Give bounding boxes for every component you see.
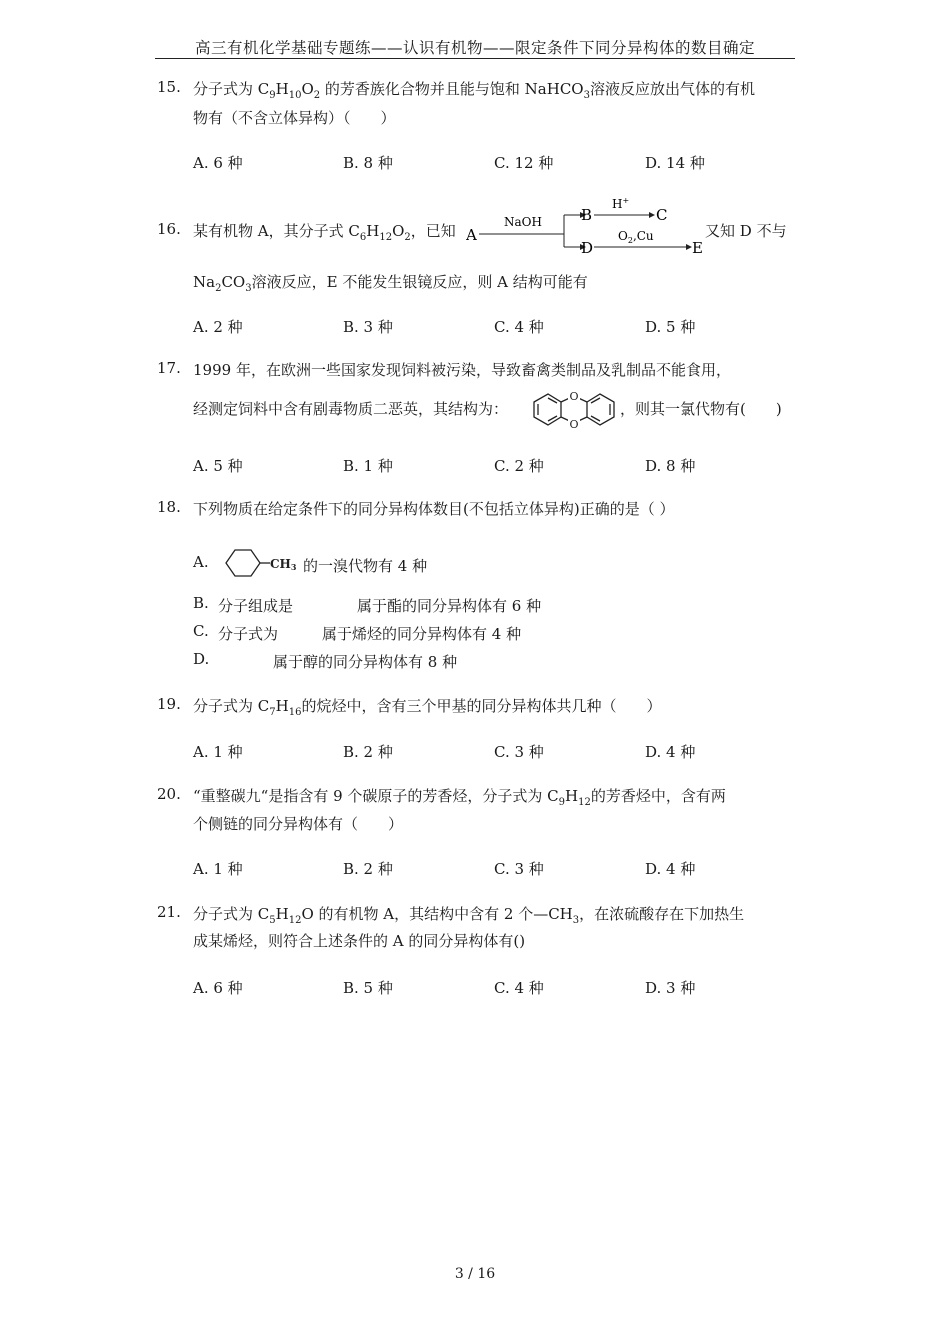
question-text-line: $Na_2CO_3$溶液反应，E 不能发生银镜反应，则 A 结构可能有: [193, 273, 588, 294]
option-d-text: 属于醇的同分异构体有 8 种: [273, 653, 458, 671]
question-text-line: 物有（不含立体异构）（ ）: [193, 109, 396, 127]
option-c-text-1: 分子式为: [218, 625, 279, 643]
option-b-label: B.: [193, 594, 209, 612]
methylcyclohexane-structure-icon: [218, 547, 298, 579]
scheme-h: H+: [612, 198, 630, 211]
question-number: 15.: [157, 78, 181, 96]
question-number: 18.: [157, 498, 181, 516]
scheme-a: A: [466, 226, 477, 244]
option-c: C. 3 种: [494, 743, 544, 761]
option-c: C. 2 种: [494, 457, 544, 475]
option-d: D. 4 种: [645, 743, 696, 761]
question-text-line: 分子式为 $C_9H_{10}O_2$ 的芳香族化合物并且能与饱和 NaHCO$_3$溶液反应放出气体的有机: [193, 80, 755, 101]
option-b: B. 1 种: [343, 457, 393, 475]
question-number: 19.: [157, 695, 181, 713]
scheme-c: C: [656, 206, 668, 224]
question-text-line: 经测定饲料中含有剧毒物质二恶英，其结构为：: [193, 400, 509, 418]
question-text-line: ，则其一氯代物有( ): [620, 400, 782, 418]
dioxin-structure-icon: [528, 388, 620, 432]
page-number: 3 / 16: [454, 1266, 496, 1282]
option-c: C. 4 种: [494, 979, 544, 997]
option-a: A. 1 种: [193, 743, 243, 761]
header-rule: [155, 58, 795, 59]
question-number: 21.: [157, 903, 181, 921]
option-a: A. 6 种: [193, 154, 243, 172]
option-b: B. 5 种: [343, 979, 393, 997]
question-number: 20.: [157, 785, 181, 803]
option-a-text: 的一溴代物有 4 种: [303, 557, 428, 575]
option-c-text-2: 属于烯烃的同分异构体有 4 种: [322, 625, 522, 643]
question-text-line: 个侧链的同分异构体有（ ）: [193, 815, 404, 833]
question-text-line: “重整碳九“是指含有 9 个碳原子的芳香烃，分子式为 $C_9H_{12}$的芳香烃中，含有两: [193, 787, 726, 808]
option-a: A. 5 种: [193, 457, 243, 475]
option-b-text-2: 属于酯的同分异构体有 6 种: [357, 597, 542, 615]
question-text-line: 某有机物 A，其分子式 $C_6H_{12}O_2$，已知: [193, 222, 456, 243]
svg-text:CH3: CH3: [270, 557, 297, 572]
option-b-text-1: 分子组成是: [218, 597, 294, 615]
scheme-naoh: NaOH: [504, 215, 542, 229]
svg-text:O: O: [569, 418, 579, 431]
option-b: B. 2 种: [343, 860, 393, 878]
question-text-line: 又知 D 不与: [705, 222, 787, 240]
option-b: B. 3 种: [343, 318, 393, 336]
scheme-d: D: [581, 239, 594, 257]
option-a: A. 2 种: [193, 318, 243, 336]
reaction-scheme: [466, 198, 706, 266]
option-d: D. 3 种: [645, 979, 696, 997]
question-text-line: 分子式为 $C_5H_{12}O$ 的有机物 A，其结构中含有 2 个$—CH_3$，在浓硫酸存在下加热生: [193, 905, 745, 926]
scheme-o2cu: $O_2,Cu$: [618, 229, 654, 245]
question-text-line: 下列物质在给定条件下的同分异构体数目(不包括立体异构)正确的是（ ）: [193, 500, 675, 518]
option-c: C. 3 种: [494, 860, 544, 878]
option-d: D. 14 种: [645, 154, 705, 172]
option-c: C. 12 种: [494, 154, 554, 172]
question-text-line: 1999 年，在欧洲一些国家发现饲料被污染，导致畜禽类制品及乳制品不能食用，: [193, 361, 731, 379]
option-d-label: D.: [193, 650, 210, 668]
option-a: A. 1 种: [193, 860, 243, 878]
option-a: A. 6 种: [193, 979, 243, 997]
page-header: 高三有机化学基础专题练——认识有机物——限定条件下同分异构体的数目确定: [194, 39, 755, 57]
option-d: D. 5 种: [645, 318, 696, 336]
option-c-label: C.: [193, 622, 209, 640]
question-text-line: 分子式为 $C_7H_{16}$的烷烃中，含有三个甲基的同分异构体共几种（ ）: [193, 697, 662, 718]
scheme-b: B: [581, 206, 593, 224]
question-number: 17.: [157, 359, 181, 377]
scheme-e: E: [692, 239, 703, 257]
option-b: B. 2 种: [343, 743, 393, 761]
option-d: D. 8 种: [645, 457, 696, 475]
option-b: B. 8 种: [343, 154, 393, 172]
question-text-line: 成某烯烃，则符合上述条件的 A 的同分异构体有(): [193, 932, 526, 950]
option-d: D. 4 种: [645, 860, 696, 878]
question-number: 16.: [157, 220, 181, 238]
option-c: C. 4 种: [494, 318, 544, 336]
option-a-label: A.: [193, 553, 209, 571]
svg-text:O: O: [569, 390, 579, 403]
